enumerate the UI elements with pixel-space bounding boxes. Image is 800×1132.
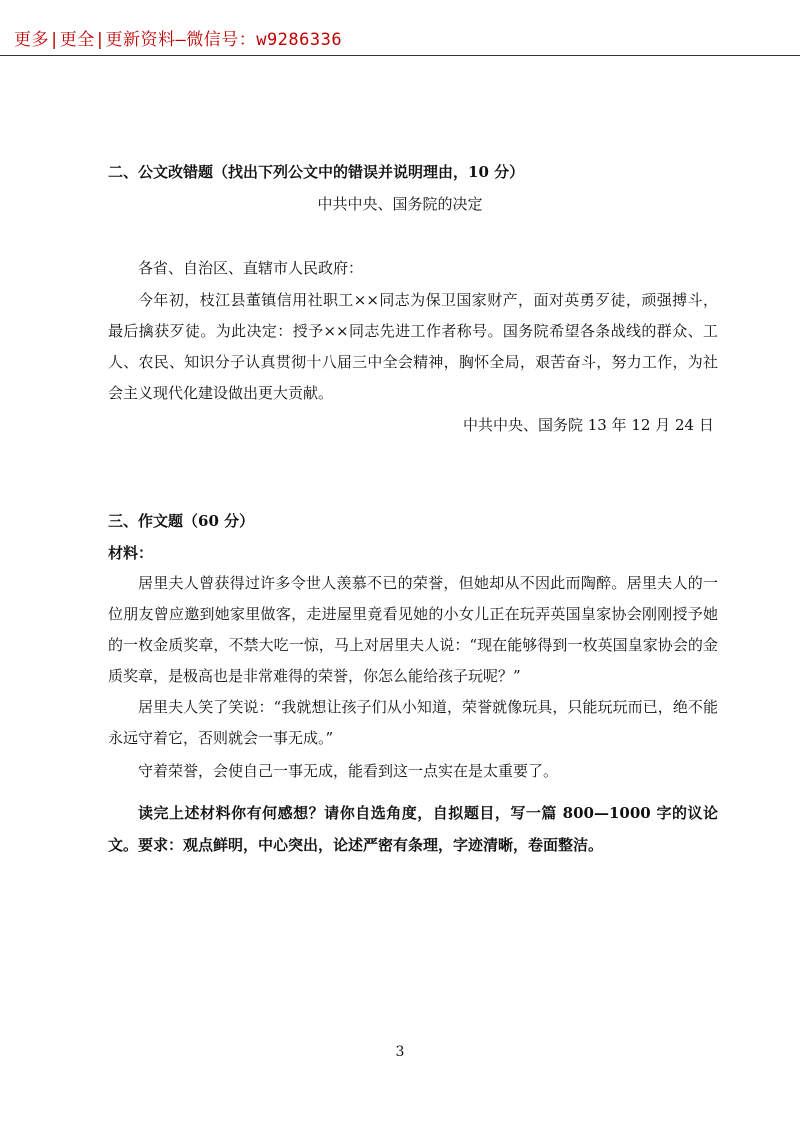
document-signature: 中共中央、国务院 13 年 12 月 24 日 bbox=[463, 416, 714, 434]
document-body: 今年初，枝江县董镇信用社职工××同志为保卫国家财产，面对英勇歹徒，顽强搏斗，最后擒获歹徒。为此决定：授予××同志先进工作者称号。国务院希望各条战线的群众、工人、农民、知识分子认真贯彻十八届三中全会精神，胸怀全局，艰苦奋斗，努力工作，为社会主义现代化建设做出更大贡献。 bbox=[108, 291, 718, 402]
page-number: 3 bbox=[395, 1044, 405, 1060]
material-paragraph-2: 居里夫人笑了笑说：“我就想让孩子们从小知道，荣誉就像玩具，只能玩玩而已，绝不能永远守着它，否则就会一事无成。” bbox=[108, 698, 718, 747]
section-3-title: 三、作文题（60 分） bbox=[108, 512, 255, 530]
document-title: 中共中央、国务院的决定 bbox=[317, 195, 483, 213]
essay-instruction: 读完上述材料你有何感想？请你自选角度，自拟题目，写一篇 800—1000 字的议论文。要求：观点鲜明，中心突出，论述严密有条理，字迹清晰，卷面整洁。 bbox=[108, 804, 718, 854]
header-banner: 更多|更全|更新资料—微信号：w9286336 bbox=[14, 30, 343, 50]
header-divider bbox=[0, 55, 800, 56]
salutation: 各省、自治区、直辖市人民政府： bbox=[138, 259, 364, 277]
material-label: 材料： bbox=[108, 544, 154, 562]
header-bar bbox=[0, 0, 800, 56]
material-paragraph-1: 居里夫人曾获得过许多令世人羡慕不已的荣誉，但她却从不因此而陶醉。居里夫人的一位朋友曾应邀到她家里做客，走进屋里竟看见她的小女儿正在玩弄英国皇家协会刚刚授予她的一枚金质奖章，不禁大吃一惊，马上对居里夫人说：“现在能够得到一枚英国皇家协会的金质奖章，是极高也是非常难得的荣誉，你怎么能给孩子玩呢？” bbox=[108, 574, 718, 685]
material-paragraph-3: 守着荣誉，会使自己一事无成，能看到这一点实在是太重要了。 bbox=[138, 762, 559, 780]
section-2-title: 二、公文改错题（找出下列公文中的错误并说明理由，10 分） bbox=[108, 163, 525, 181]
